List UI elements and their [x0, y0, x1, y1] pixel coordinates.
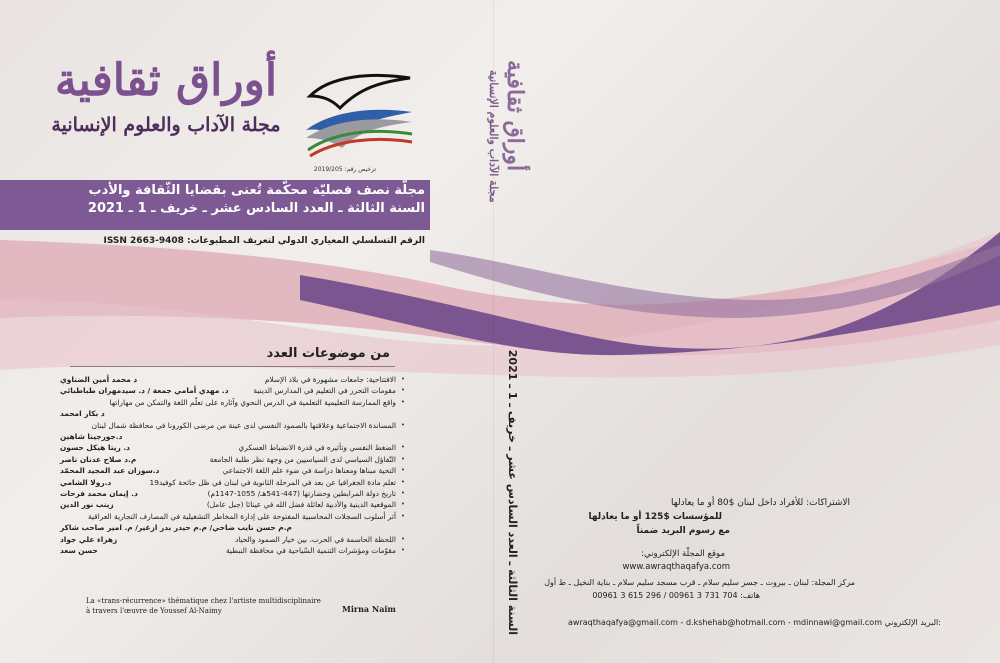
- toc-item-title: • المساندة الاجتماعية وعلاقتها بالصمود النفسي لدى عينة من مرضى الكورونا في محافظة شمال لبنان: [91, 420, 396, 430]
- toc-item-title: • أثر أسلوب السجلات المحاسبية المفتوحة على إدارة المخاطر التشغيلية في المصارف التجارية العراقية: [87, 511, 396, 521]
- magazine-title: أوراق ثقافية: [54, 55, 278, 106]
- french-article-title-1: La «trans-récurrence» thématique chez l'artiste multidisciplinaire: [86, 597, 321, 605]
- website-label: موقع المجلّة الإلكتروني:: [641, 549, 725, 559]
- toc-item: [60, 420, 405, 443]
- french-article-author: Mirna Naim: [342, 604, 396, 614]
- toc-item: [60, 511, 405, 534]
- toc-item: [60, 397, 405, 420]
- toc-item-title: • الضغط النفسي وتأثيره في قدرة الانضباط العسكري: [238, 443, 396, 453]
- address: مركز المجلة: لبنان ـ بيروت ـ جسر سليم سلام ـ قرب مسجد سليم سلام ـ بناية النخيل ـ ط أول: [544, 578, 855, 587]
- spine-title: أوراق ثقافية: [502, 60, 528, 172]
- toc-item: [60, 488, 405, 499]
- issn-number: الرقم التسلسلي المعياري الدولي لتعريف المطبوعات: ISSN 2663-9408: [103, 236, 425, 246]
- toc-item: [60, 465, 405, 476]
- toc-item: [60, 442, 405, 453]
- toc-item-title: • الموقعية الدينية والأدبية لعائلة فضل الله في عيناثا (جبل عامل): [206, 500, 396, 510]
- toc-item-author: د.سوزان عبد المجيد المحمّد: [60, 466, 160, 476]
- toc-item-title: • تاريخ دولة المرابطين وحضارتها (447-541هـ/ 1055-1147م): [207, 489, 396, 499]
- toc-item-author: د بكار امحمد: [60, 409, 105, 419]
- toc-item: [60, 499, 405, 510]
- toc-item-author: د محمد أمين الضناوي: [60, 375, 138, 384]
- spine: [495, 335, 525, 635]
- toc-item-author: د. مهدي أمامي جمعة / د. سيدمهران طباطبائي: [60, 386, 229, 396]
- toc-item-author: زهراء علي جواد: [60, 534, 118, 544]
- magazine-subtitle: مجلة الآداب والعلوم الإنسانية: [51, 114, 281, 136]
- toc-item-author: د. ريتا هيكل حسون: [60, 443, 130, 453]
- toc-item: [60, 385, 405, 396]
- website-url: www.awraqthaqafya.com: [622, 562, 730, 572]
- toc-item: [60, 534, 405, 545]
- phone-numbers: هاتف: 704 731 3 00961 / 296 615 3 00961: [592, 591, 760, 600]
- journal-description: مجلّة نصف فصليّة محكّمة تُعنى بقضايا الثّقافة والأدب: [88, 183, 425, 198]
- toc-item-title: • التّفاؤل السياسي لدى السياسيين من وجهة نظر طلبة الجامعة: [209, 454, 396, 464]
- issue-info: السنة الثالثة ـ العدد السادس عشر ـ خريف ـ 1 ـ 2021: [87, 201, 425, 216]
- spine-issue-info: السنة الثالثة ـ العدد السادس عشر ـ خريف ـ 1 ـ 2021: [506, 349, 519, 635]
- toc-item-author: د.رولا الشامي: [60, 477, 112, 487]
- email-label: البريد الإلكتروني:: [884, 618, 941, 627]
- toc-divider: [70, 366, 395, 367]
- spine-subtitle: مجلة الآداب والعلوم الإنسانية: [487, 70, 500, 203]
- toc-item-author: م.د صلاح عدنان ناصر: [60, 454, 137, 464]
- french-article: [86, 596, 386, 616]
- subscription-individuals: الاشتراكات: للأفراد داخل لبنان $80 أو ما يعادلها: [670, 498, 850, 508]
- toc-item-title: • مقوّمات ومؤشرات التنمية السّياحية في محافظة النبطية: [225, 546, 396, 556]
- table-of-contents: [60, 374, 405, 557]
- book-logo-icon: [300, 68, 420, 168]
- toc-item-author: حسن سعد: [60, 546, 98, 556]
- subscription-institutions: للمؤسسات $125 أو ما يعادلها: [588, 512, 722, 522]
- toc-item-author: زينب نور الدين: [60, 500, 114, 510]
- email-line: [568, 618, 941, 627]
- toc-item-author: د.جورجينا شاهين: [60, 432, 123, 442]
- toc-item-author: د. إيمان محمد فرحات: [60, 489, 138, 499]
- toc-heading: من موضوعات العدد: [266, 346, 390, 361]
- toc-item-title: • واقع الممارسة التعليمية التعلمية في الدرس النحوي وآثاره على تعلّم اللغة والتمكن من مهاراتها: [109, 397, 396, 407]
- toc-item-title: • مقومات التحرر في التعليم في المدارس الدينية: [253, 386, 396, 396]
- toc-item-author: م.م حسن نايب ضاحي/ م.م حيدر بدر ازغير/ م. امير صاحب شاكر: [60, 523, 292, 533]
- license-number: ترخيص رقم: 2019/205: [313, 166, 377, 173]
- toc-item-title: • التحية مبناها ومعناها دراسة في ضوء علم اللغة الاجتماعي: [222, 466, 396, 476]
- subscription-postage: مع رسوم البريد ضمناً: [636, 526, 730, 536]
- email-addresses: awraqthaqafya@gmail.com - d.kshehab@hotmail.com - mdinnawi@gmail.com: [568, 618, 882, 627]
- french-article-title-2: à travers l'œuvre de Youssef Al-Naimy: [86, 607, 222, 615]
- toc-item-title: • الافتتاحية: جامعات مشهورة في بلاد الإسلام: [264, 375, 396, 384]
- toc-item-title: • اللحظة الحاسمة في الحرب، بين خيار الصمود والحياد: [235, 534, 396, 544]
- toc-item-title: • تعلم مادة الجغرافيا عن بعد في المرحلة الثانوية في لبنان في ظل جائحة كوفيد19: [149, 477, 396, 487]
- toc-item: [60, 477, 405, 488]
- toc-item: [60, 374, 405, 385]
- toc-item: [60, 454, 405, 465]
- toc-item: [60, 545, 405, 556]
